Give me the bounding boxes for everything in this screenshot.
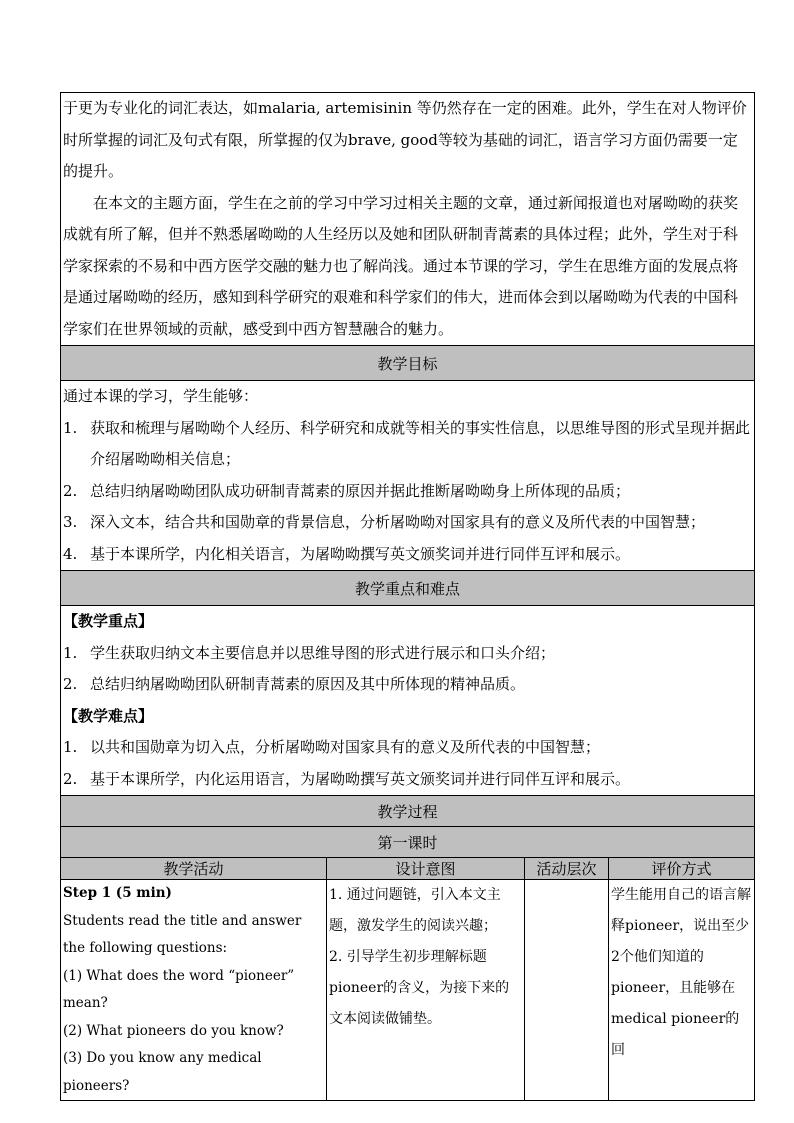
goals-heading: 教学目标: [61, 346, 755, 381]
goal-number: 1.: [63, 418, 78, 437]
difficulty-number: 1.: [63, 738, 78, 756]
step1-activity-cell: [61, 880, 327, 1101]
step1-intent-item: 2. 引导学生初步理解标题pioneer的含义，为接下来的文本阅读做铺垫。: [329, 949, 510, 1027]
lesson-plan-page: [60, 92, 754, 1101]
goal-number: 3.: [63, 513, 78, 531]
lesson-plan-table: [60, 92, 755, 1101]
process-header-row: [61, 796, 755, 827]
focus-text: 学生获取归纳文本主要信息并以思维导图的形式进行展示和口头介绍；: [90, 643, 556, 662]
keypoints-header-row: [61, 571, 755, 606]
focus-item: [63, 638, 752, 670]
goal-text: 深入文本，结合共和国勋章的背景信息，分析屠呦呦对国家具有的意义及所代表的中国智慧；: [90, 513, 706, 531]
session-heading: 第一课时: [61, 827, 755, 858]
difficulty-number: 2.: [63, 769, 78, 788]
difficulty-label: 【教学难点】: [63, 706, 154, 725]
step1-row: [61, 880, 755, 1101]
column-header-intent: 设计意图: [327, 858, 525, 880]
student-analysis-cell: [61, 93, 755, 346]
step1-intent-cell: [327, 880, 525, 1101]
goals-header-row: [61, 346, 755, 381]
keypoints-cell: [61, 606, 755, 796]
difficulty-text: 以共和国勋章为切入点，分析屠呦呦对国家具有的意义及所代表的中国智慧；: [90, 738, 601, 756]
difficulty-item: [63, 764, 752, 796]
focus-number: 1.: [63, 643, 78, 662]
goal-number: 4.: [63, 544, 78, 563]
step1-instruction: Students read the title and answer the following questions:: [63, 912, 302, 956]
goal-text: 总结归纳屠呦呦团队成功研制青蒿素的原因并据此推断屠呦呦身上所体现的品质；: [90, 481, 631, 500]
goal-text: 基于本课所学，内化相关语言，为屠呦呦撰写英文颁奖词并进行同伴互评和展示。: [90, 544, 631, 563]
step1-question: (2) What pioneers do you know?: [63, 1022, 284, 1039]
step1-level-cell: [525, 880, 609, 1101]
step1-question: (1) What does the word “pioneer” mean?: [63, 967, 295, 1011]
session-header-row: [61, 827, 755, 858]
goals-cell: [61, 381, 755, 571]
student-analysis-row: [61, 93, 755, 346]
step1-question: (3) Do you know any medical pioneers?: [63, 1050, 262, 1094]
keypoints-heading: 教学重点和难点: [61, 571, 755, 606]
goal-item: [63, 413, 752, 476]
goal-item: [63, 476, 752, 508]
process-heading: 教学过程: [61, 796, 755, 827]
focus-text: 总结归纳屠呦呦团队研制青蒿素的原因及其中所体现的精神品质。: [90, 675, 526, 693]
step1-intent-item: 1. 通过问题链，引入本文主题，激发学生的阅读兴趣；: [329, 887, 501, 934]
column-header-activity: 教学活动: [61, 858, 327, 880]
goal-item: [63, 507, 752, 539]
goals-row: [61, 381, 755, 571]
difficulty-item: [63, 732, 752, 764]
focus-item: [63, 669, 752, 701]
goal-item: [63, 539, 752, 571]
goal-number: 2.: [63, 481, 78, 500]
goals-lead: 通过本课的学习，学生能够：: [63, 387, 259, 405]
focus-number: 2.: [63, 675, 78, 693]
goal-text: 获取和梳理与屠呦呦个人经历、科学研究和成就等相关的事实性信息，以思维导图的形式呈现并据此介绍屠呦呦相关信息；: [90, 418, 751, 468]
step1-evaluation-cell: 学生能用自己的语言解释pioneer，说出至少2个他们知道的pioneer，且能够在medical pioneer的回: [609, 880, 755, 1101]
step1-heading: Step 1 (5 min): [63, 885, 172, 901]
column-header-level: 活动层次: [525, 858, 609, 880]
analysis-paragraph-2: 在本文的主题方面，学生在之前的学习中学习过相关主题的文章，通过新闻报道也对屠呦呦的获奖成就有所了解，但并不熟悉屠呦呦的人生经历以及她和团队研制青蒿素的具体过程；此外，学生对于科学家探索的不易和中西方医学交融的魅力也了解尚浅。通过本节课的学习，学生在思维方面的发展点将是通过屠呦呦的经历，感知到科学研究的艰难和科学家们的伟大，进而体会到以屠呦呦为代表的中国科学家们在世界领域的贡献，感受到中西方智慧融合的魅力。: [63, 193, 739, 338]
column-header-evaluation: 评价方式: [609, 858, 755, 880]
keypoints-row: [61, 606, 755, 796]
difficulty-text: 基于本课所学，内化运用语言，为屠呦呦撰写英文颁奖词并进行同伴互评和展示。: [90, 769, 631, 788]
focus-label: 【教学重点】: [63, 612, 154, 630]
column-header-row: [61, 858, 755, 880]
analysis-paragraph-1: 于更为专业化的词汇表达，如malaria, artemisinin 等仍然存在一定的困难。此外，学生在对人物评价时所掌握的词汇及句式有限，所掌握的仅为brave, good等较为基础的词汇，语言学习方面仍需要一定的提升。: [63, 99, 747, 180]
